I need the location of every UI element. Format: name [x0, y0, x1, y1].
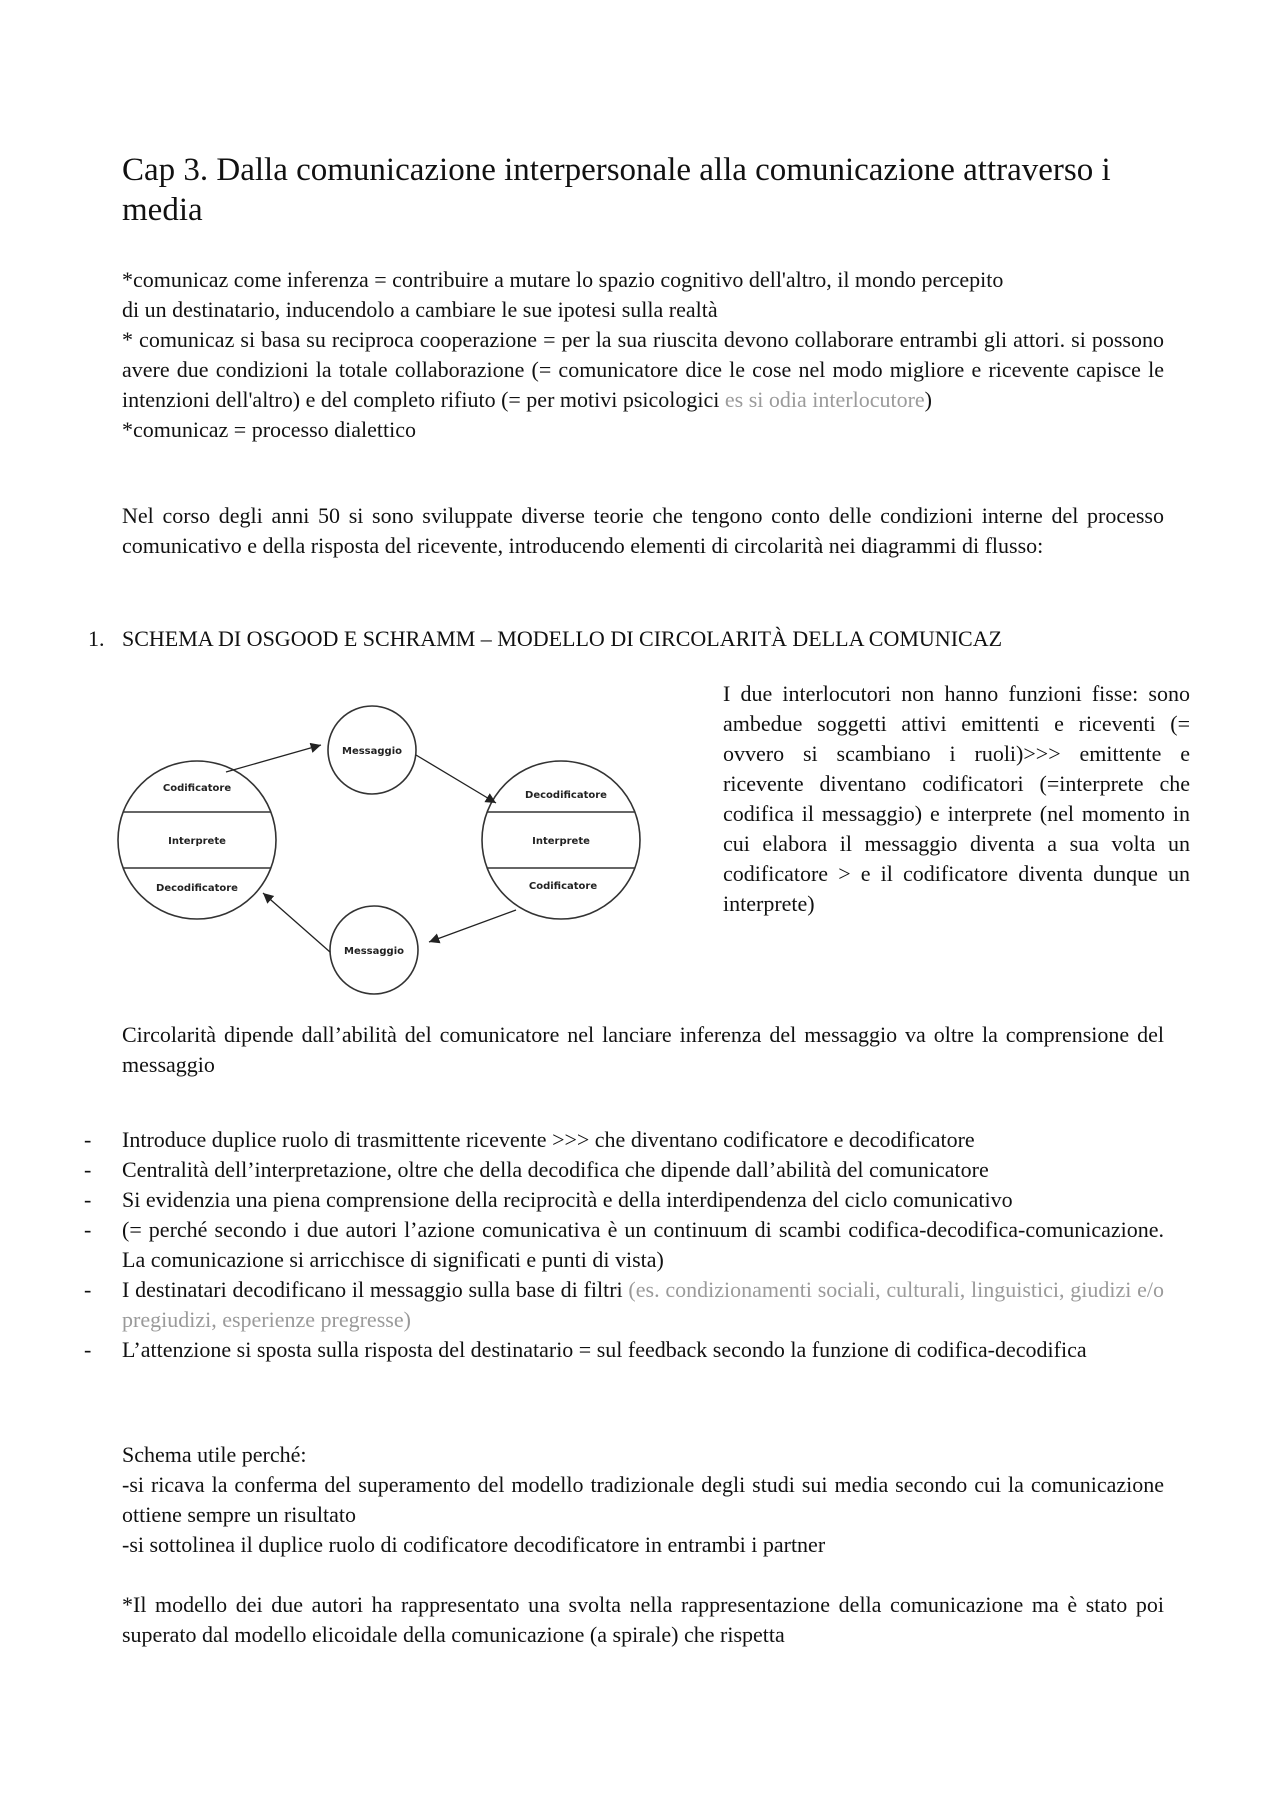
list-item: - L’attenzione si sposta sulla risposta del destinatario = sul feedback secondo la funzione di codifica-decodifica	[84, 1337, 1087, 1362]
list-item: - Centralità dell’interpretazione, oltre che della decodifica che dipende dall’abilità del comunicatore	[84, 1157, 989, 1182]
left-decodificatore-label: Decodificatore	[156, 883, 238, 894]
intro-line-2: di un destinatario, inducendolo a cambiare le sue ipotesi sulla realtà	[122, 297, 718, 322]
right-decodificatore-label: Decodificatore	[525, 790, 607, 801]
circolarita-paragraph: Circolarità dipende dall’abilità del comunicatore nel lanciare inferenza del messaggio va oltre la comprensione del messaggio	[122, 1022, 1164, 1077]
list-item: - Si evidenzia una piena comprensione della reciprocità e della interdipendenza del ciclo comunicativo	[84, 1187, 1013, 1212]
arrow-top-to-right	[416, 755, 496, 803]
list-item: - (= perché secondo i due autori l’azione comunicativa è un continuum di scambi codifica-decodifica-comunicazione. La comunicazione si arricchisce di significati e punti di vista)	[84, 1217, 1164, 1272]
final-paragraph: *Il modello dei due autori ha rappresentato una svolta nella rappresentazione della comunicazione ma è stato poi superato dal modello elicoidale della comunicazione (a spirale) che rispetta	[122, 1592, 1164, 1647]
section-heading: SCHEMA DI OSGOOD E SCHRAMM – MODELLO DI CIRCOLARITÀ DELLA COMUNICAZ	[122, 626, 1003, 651]
left-codificatore-label: Codificatore	[162, 783, 232, 794]
osgood-schramm-diagram	[116, 700, 651, 1000]
list-item: - Introduce duplice ruolo di trasmittente ricevente >>> che diventano codificatore e decodificatore	[84, 1127, 975, 1152]
top-message-label: Messaggio	[342, 746, 402, 757]
cooperation-close: )	[924, 387, 932, 412]
diagram-side-text: I due interlocutori non hanno funzioni fisse: sono ambedue soggetti attivi emittenti e riceventi (= ovvero si scambiano i ruoli)>>> emittente e ricevente diventano codificatori (=interprete che codifica il messaggio) e interprete (nel momento in cui elabora il messaggio diventa a sua volta un codificatore > e il codificatore diventa dunque un interprete)	[723, 681, 1190, 916]
list-item: - I destinatari decodificano il messaggio sulla base di filtri (es. condizionamenti sociali, culturali, linguistici, giudizi e/o pregiudizi, esperienze pregresse)	[84, 1277, 1164, 1332]
filters-grey-note: (es. condizionamenti sociali, culturali, linguistici, giudizi e/o pregiudizi, esperienze pregresse)	[122, 1277, 1164, 1332]
left-circle	[116, 761, 286, 919]
fifties-paragraph: Nel corso degli anni 50 si sono sviluppate diverse teorie che tengono conto delle condizioni interne del processo comunicativo e della risposta del ricevente, introducendo elementi di circolarità nei diagrammi di flusso:	[122, 503, 1164, 558]
page-title: Cap 3. Dalla comunicazione interpersonale alla comunicazione attraverso i media	[122, 152, 1111, 228]
intro-line-1: *comunicaz come inferenza = contribuire a mutare lo spazio cognitivo dell'altro, il mondo percepito	[122, 267, 1004, 292]
cooperation-text: * comunicaz si basa su reciproca cooperazione = per la sua riuscita devono collaborare entrambi gli attori. si possono avere due condizioni la totale collaborazione (= comunicatore dice le cose nel modo migliore e ricevente capisce le intenzioni dell'altro) e del completo rifiuto (= per motivi psicologici	[122, 327, 1164, 412]
right-circle	[476, 761, 646, 919]
section-number: 1.	[88, 626, 105, 651]
intro-block	[122, 265, 1164, 445]
schema-block	[122, 1440, 1164, 1560]
schema-line-2: -si sottolinea il duplice ruolo di codificatore decodificatore in entrambi i partner	[122, 1532, 826, 1557]
arrow-left-to-top	[226, 745, 321, 772]
schema-heading: Schema utile perché:	[122, 1442, 307, 1467]
bullet-list	[0, 1125, 1280, 1365]
left-interprete-label: Interprete	[168, 836, 226, 847]
top-message-circle	[328, 706, 416, 794]
arrow-bottom-to-left	[263, 893, 330, 952]
bottom-message-circle	[330, 906, 418, 994]
right-interprete-label: Interprete	[532, 836, 590, 847]
bottom-message-label: Messaggio	[344, 946, 404, 957]
right-codificatore-label: Codificatore	[528, 881, 598, 892]
intro-line-dialettico: *comunicaz = processo dialettico	[122, 417, 417, 442]
schema-line-1: -si ricava la conferma del superamento del modello tradizionale degli studi sui media secondo cui la comunicazione ottiene sempre un risultato	[122, 1472, 1164, 1527]
arrow-right-to-bottom	[429, 910, 516, 942]
intro-cooperation-paragraph	[122, 325, 1164, 415]
cooperation-grey-note: es si odia interlocutore	[724, 387, 925, 412]
